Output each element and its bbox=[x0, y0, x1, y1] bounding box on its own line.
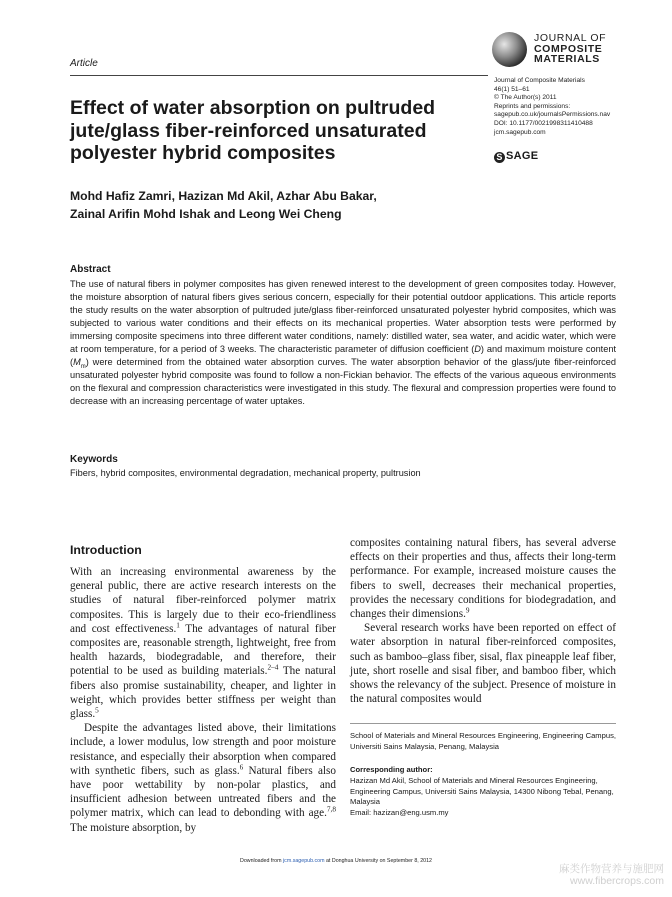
meta-journal-name: Journal of Composite Materials bbox=[494, 77, 585, 84]
authors-line-2: Zainal Arifin Mohd Ishak and Leong Wei Cheng bbox=[70, 206, 342, 221]
logo-line-3: MATERIALS bbox=[534, 53, 600, 65]
sage-s-icon: S bbox=[494, 152, 505, 163]
publisher-name: SAGE bbox=[506, 150, 539, 162]
intro-paragraph-1: With an increasing environmental awareness by the general public, there are active research interests on the studies of natural fiber-reinforced polymer matrix composites. This is largely due to their eco-friendliness and cost effectiveness.$^1$ The advantages of natural fiber composites are, reasonable strength, lightweight, free from health hazards, biodegradable, and therefore, their potential to be used as building materials.$^{2-4}$ The natural fibers also promise sustainability, cheaper, and lighter in weight, which provides better stiffness per weight than glass.$^5$ bbox=[70, 566, 336, 721]
meta-permissions-link[interactable]: sagepub.co.uk/journalsPermissions.nav bbox=[494, 111, 611, 119]
logo-line-2: COMPOSITE bbox=[534, 42, 603, 55]
meta-journal-url[interactable]: jcm.sagepub.com bbox=[494, 128, 546, 136]
citation[interactable]: 7,8 bbox=[326, 805, 336, 814]
meta-reprints: Reprints and permissions: bbox=[494, 102, 571, 110]
citation[interactable]: 1 bbox=[176, 621, 180, 630]
publisher-logo bbox=[494, 150, 538, 163]
meta-volume: 46(1) 51–61 bbox=[494, 85, 530, 93]
intro-paragraph-4: Several research works have been reported on effect of water absorption in natural fiber-reinforced composites, such as bamboo–glass fiber, sisal, flax pineapple leaf fiber, jute, short roselle and sisal fiber, and bamboo fiber, which shows the relevancy of the subject. Presence of moisture in the natural composites would bbox=[350, 622, 616, 706]
introduction-heading: Introduction bbox=[70, 543, 142, 557]
corresponding-author-heading: Corresponding author: bbox=[350, 765, 433, 774]
journal-meta bbox=[494, 77, 610, 137]
corresponding-author-address: Hazizan Md Akil, School of Materials and Mineral Resources Engineering, Engineering Campus, Universiti Sains Malaysia, 14300 Nibong Tebal, Penang, Malaysia bbox=[350, 776, 614, 807]
journal-logo bbox=[492, 32, 622, 74]
keywords-text: Fibers, hybrid composites, environmental degradation, mechanical property, pultrusion bbox=[70, 468, 421, 478]
keywords-heading: Keywords bbox=[70, 454, 118, 465]
meta-doi: DOI: 10.1177/0021998311410488 bbox=[494, 119, 593, 127]
download-footer: Downloaded from jcm.sagepub.com at Donghua University on September 8, 2012 bbox=[240, 858, 432, 864]
logo-line-1: JOURNAL OF bbox=[534, 32, 607, 44]
footer-link[interactable]: jcm.sagepub.com bbox=[283, 858, 325, 864]
watermark-line-2: www.fibercrops.com bbox=[570, 875, 664, 887]
affiliation-text: School of Materials and Mineral Resources Engineering, Engineering Campus, Universiti Sains Malaysia, Penang, Malaysia bbox=[350, 731, 616, 751]
body-column-right bbox=[350, 536, 616, 706]
corresponding-author bbox=[350, 776, 616, 818]
intro-paragraph-3: composites containing natural fibers, has several adverse effects on their properties and thus, affects their long-term performance. For example, increased moisture causes the fibers to swell, decreases their mechanical properties, provides the necessary conditions for biodegradation, and changes their dimensions.$^9$ bbox=[350, 537, 616, 621]
citation[interactable]: 9 bbox=[465, 606, 470, 615]
citation[interactable]: 5 bbox=[95, 706, 99, 715]
abstract-text: The use of natural fibers in polymer composites has given renewed interest to the development of green composites today. However, the moisture absorption of natural fibers gives serious concern, especially for their potential outdoor applications. This article reports the study results on the water absorption of pultruded jute/glass fiber-reinforced unsaturated polyester hybrid composites, which was subjected to various water conditions and their effects on its mechanical properties. Water absorption tests were performed by immersing composite specimens into three different water conditions, namely: distilled water, sea water, and acidic water, which were at room temperature, for a period of 3 weeks. The characteristic parameter of diffusion coefficient (D) and maximum moisture content $(M_m)$ were determined from the obtained water absorption curves. The water absorption behavior of the glass/jute fiber-reinforced unsaturated polyester hybrid composite was found to follow a non-Fickian behavior. The effects of the various aqueous environments on the flexural and compression characteristics were investigated in this study. The flexural and compression properties were found to decrease with an increasing percentage of water uptakes. bbox=[70, 279, 616, 407]
body-column-left bbox=[70, 565, 336, 835]
article-type-label: Article bbox=[70, 58, 98, 69]
affiliation-divider bbox=[350, 723, 616, 724]
paper-title: Effect of water absorption on pultruded jute/glass fiber-reinforced unsaturated polyester hybrid composites bbox=[70, 97, 436, 164]
meta-copyright: © The Author(s) 2011 bbox=[494, 94, 557, 102]
abstract-heading: Abstract bbox=[70, 264, 111, 275]
watermark-line-1: 麻类作物营养与施肥网 bbox=[559, 863, 664, 875]
intro-paragraph-2: Despite the advantages listed above, their limitations include, a lower modulus, low strength and poor moisture resistance, and especially their absorption when compared with synthetic fibers, such as glass.$^6$ Natural fibers also have poor wettability by non-polar plastics, and insufficient adhesion between untreated fibers and the polymer matrix, which can lead to debonding with age.$^{7,8}$ The moisture absorption, by bbox=[70, 722, 336, 834]
citation[interactable]: 6 bbox=[239, 763, 244, 772]
citation[interactable]: 2–4 bbox=[267, 663, 279, 672]
corresponding-author-email[interactable]: Email: hazizan@eng.usm.my bbox=[350, 807, 449, 817]
header-divider bbox=[70, 75, 488, 76]
authors-line-1: Mohd Hafiz Zamri, Hazizan Md Akil, Azhar Abu Bakar, bbox=[70, 189, 377, 203]
author-list bbox=[70, 188, 490, 223]
journal-logo-sphere-icon bbox=[492, 32, 527, 67]
site-watermark bbox=[559, 863, 664, 887]
